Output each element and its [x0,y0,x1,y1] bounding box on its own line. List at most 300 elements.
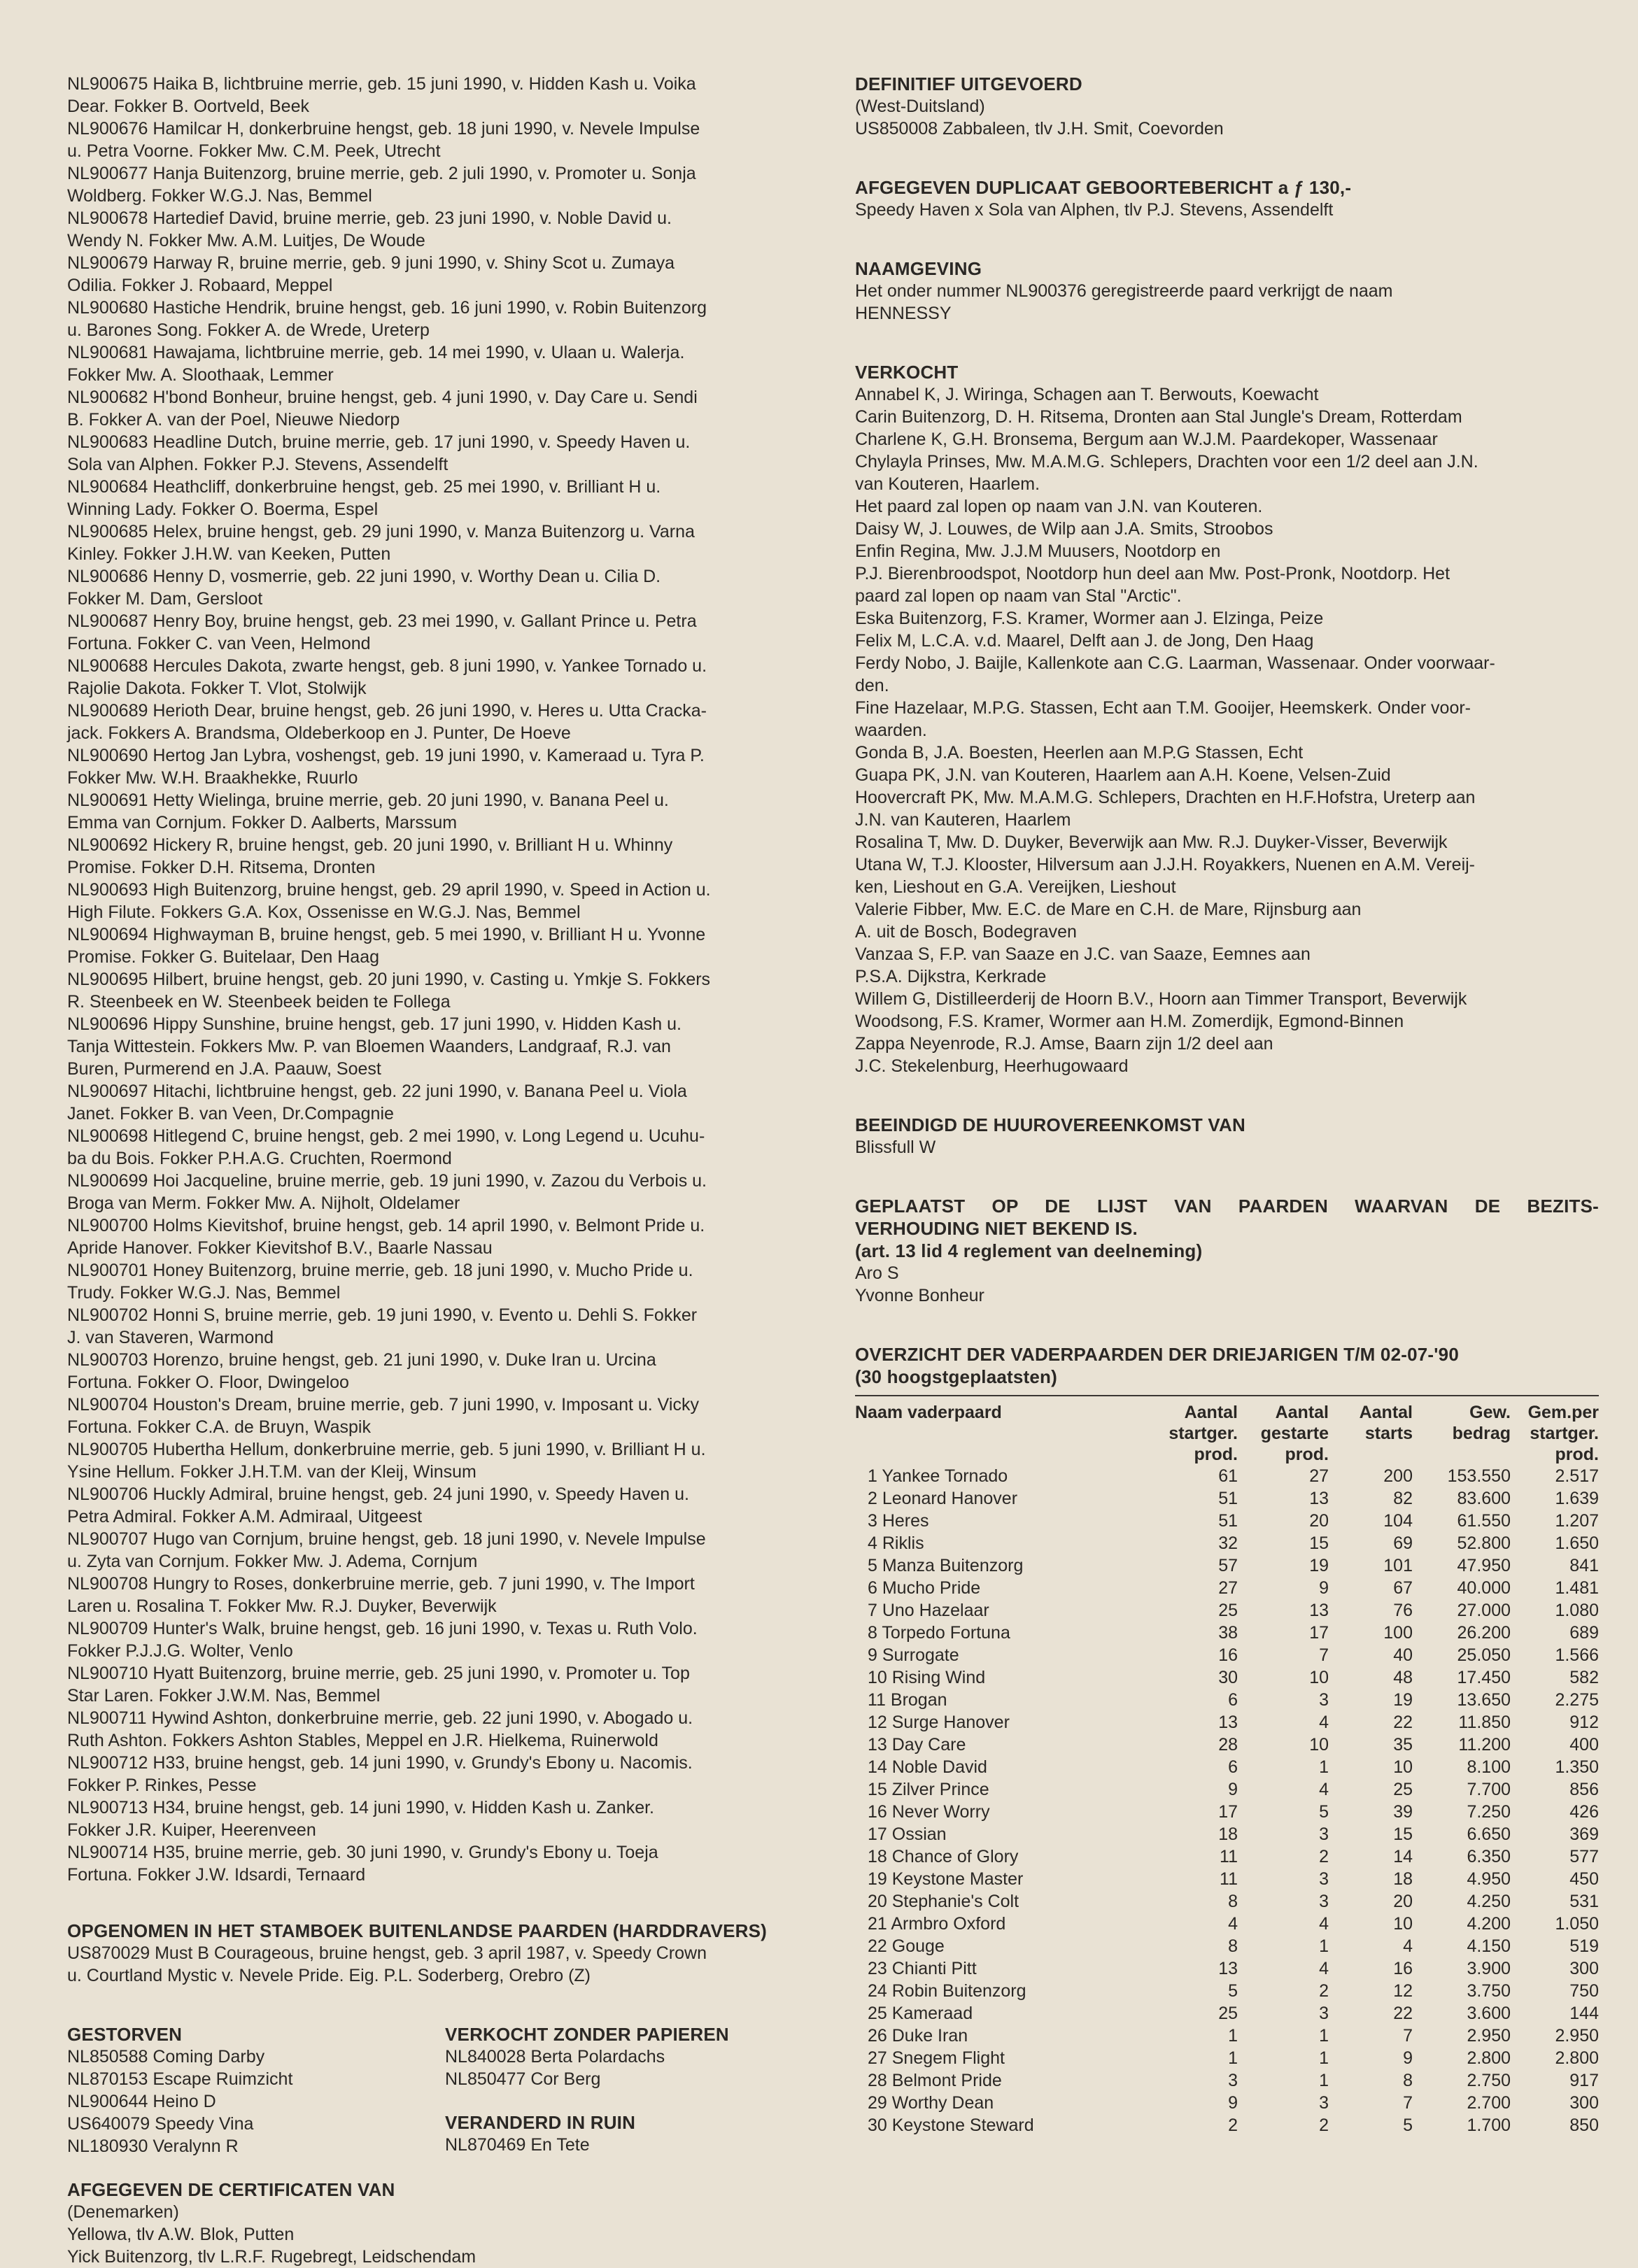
sire-name-cell: 19 Keystone Master [868,1869,1024,1889]
value-cell: 3 [1319,2004,1329,2023]
section-certificaten [67,2178,872,2268]
sire-name-cell: 23 Chianti Pitt [868,1959,977,1978]
value-cell: 32 [1218,1533,1238,1553]
table-row [855,2114,1599,2136]
text-line: Eska Buitenzorg, F.S. Kramer, Wormer aan J. Elzinga, Peize [855,609,1324,628]
value-cell: 2 [1319,1981,1329,2001]
text-line: J.N. van Kauteren, Haarlem [855,810,1071,830]
column-header-line: Aantal [1184,1403,1238,1422]
column-header-line: prod. [1285,1445,1329,1464]
value-cell: 13.650 [1457,1690,1511,1710]
value-cell: 1.080 [1555,1601,1599,1620]
value-cell: 1.566 [1555,1645,1599,1665]
text-line: Felix M, L.C.A. v.d. Maarel, Delft aan J. de Jong, Den Haag [855,631,1314,651]
table-rule [855,1395,1599,1396]
section-naamgeving [855,257,1599,325]
value-cell: 3 [1319,1892,1329,1911]
sire-name-cell: 27 Snegem Flight [868,2048,1005,2068]
text-line: Valerie Fibber, Mw. E.C. de Mare en C.H. de Mare, Rijnsburg aan [855,900,1362,919]
text-line: Willem G, Distilleerderij de Hoorn B.V., Hoorn aan Timmer Transport, Beverwijk [855,989,1467,1009]
section-lines [445,2134,823,2156]
value-cell: 26.200 [1457,1623,1511,1643]
value-cell: 57 [1218,1556,1238,1575]
value-cell: 61 [1218,1466,1238,1486]
column-header-line: starts [1364,1424,1413,1443]
value-cell: 11 [1220,1869,1238,1889]
value-cell: 2.950 [1555,2026,1599,2046]
column-header [1238,1402,1329,1465]
value-cell: 30 [1218,1668,1238,1687]
value-cell: 1.639 [1555,1489,1599,1508]
sire-name-cell: 15 Zilver Prince [868,1780,989,1799]
text-line: NL840028 Berta Polardachs [445,2047,665,2067]
table-row [855,1868,1599,1890]
text-line: Woodsong, F.S. Kramer, Wormer aan H.M. Zomerdijk, Egmond-Binnen [855,1012,1404,1031]
table-row [855,2047,1599,2069]
value-cell: 35 [1393,1735,1413,1755]
sire-name-cell: 25 Kameraad [868,2004,973,2023]
heading-line: VERHOUDING NIET BEKEND IS. [855,1218,1138,1239]
section-heading [855,1195,1599,1262]
sire-name-cell: 9 Surrogate [868,1645,959,1665]
section-heading: NAAMGEVING [855,258,982,279]
text-line: US640079 Speedy Vina [67,2114,254,2134]
table-row [855,1465,1599,1487]
entry-line-continued: Broga van Merm. Fokker Mw. A. Nijholt, Oldelamer [67,1193,460,1213]
entry-line-continued: u. Barones Song. Fokker A. de Wrede, Ureterp [67,320,430,340]
entry-line-first: NL900678 Hartedief David, bruine merrie, geb. 23 juni 1990, v. Noble David u. [67,208,672,228]
text-line: US870029 Must B Courageous, bruine hengst, geb. 3 april 1987, v. Speedy Crown [67,1943,707,1963]
value-cell: 6 [1228,1757,1238,1777]
text-line: Fine Hazelaar, M.P.G. Stassen, Echt aan T.M. Gooijer, Heemskerk. Onder voor- [855,698,1471,718]
value-cell: 3 [1319,1869,1329,1889]
sire-name-cell: 29 Worthy Dean [868,2093,994,2113]
value-cell: 2.800 [1467,2048,1511,2068]
entry-line-continued: Rajolie Dakota. Fokker T. Vlot, Stolwijk [67,679,367,698]
value-cell: 11 [1220,1847,1238,1866]
value-cell: 841 [1569,1556,1599,1575]
value-cell: 16 [1393,1959,1413,1978]
text-line: P.S.A. Dijkstra, Kerkrade [855,967,1047,986]
value-cell: 8 [1228,1892,1238,1911]
value-cell: 582 [1569,1668,1599,1687]
value-cell: 4.200 [1467,1914,1511,1934]
text-line: Utana W, T.J. Klooster, Hilversum aan J.J.H. Royakkers, Nuenen en A.M. Vereij- [855,855,1476,874]
entry-line-continued: Laren u. Rosalina T. Fokker Mw. R.J. Duyker, Beverwijk [67,1596,497,1616]
value-cell: 4 [1228,1914,1238,1934]
section-heading: DEFINITIEF UITGEVOERD [855,73,1082,94]
value-cell: 18 [1218,1824,1238,1844]
entry-line-continued: Promise. Fokker D.H. Ritsema, Dronten [67,858,376,877]
value-cell: 2.800 [1555,2048,1599,2068]
text-line: u. Courtland Mystic v. Nevele Pride. Eig. P.L. Soderberg, Orebro (Z) [67,1966,591,1985]
value-cell: 20 [1309,1511,1329,1531]
value-cell: 3.750 [1467,1981,1511,2001]
sire-name-cell: 24 Robin Buitenzorg [868,1981,1026,2001]
table-row [855,1532,1599,1554]
text-line: NL870153 Escape Ruimzicht [67,2069,293,2089]
entry-line-continued: Odilia. Fokker J. Robaard, Meppel [67,276,333,295]
section-huurovereenkomst [855,1114,1599,1158]
section-heading: AFGEGEVEN DUPLICAAT GEBOORTEBERICHT a ƒ 130,- [855,177,1352,198]
text-line: Blissfull W [855,1137,936,1157]
value-cell: 100 [1383,1623,1413,1643]
entry-line-first: NL900681 Hawajama, lichtbruine merrie, geb. 14 mei 1990, v. Ulaan u. Walerja. [67,343,685,362]
value-cell: 1 [1319,1757,1329,1777]
text-line: Yellowa, tlv A.W. Blok, Putten [67,2225,295,2244]
value-cell: 2 [1319,2115,1329,2135]
value-cell: 3 [1319,1690,1329,1710]
value-cell: 6.650 [1467,1824,1511,1844]
right-subcolumn [445,2023,823,2157]
section-definitief [855,73,1599,140]
entry-line-first: NL900711 Hywind Ashton, donkerbruine merrie, geb. 22 juni 1990, v. Abogado u. [67,1708,693,1728]
left-column [67,73,872,2268]
value-cell: 82 [1393,1489,1413,1508]
value-cell: 48 [1393,1668,1413,1687]
value-cell: 4 [1319,1780,1329,1799]
table-row [855,1957,1599,1980]
text-line: HENNESSY [855,304,952,323]
value-cell: 40.000 [1457,1578,1511,1598]
section-verkocht [855,361,1599,1077]
entry-line-continued: jack. Fokkers A. Brandsma, Oldeberkoop en J. Punter, De Hoeve [67,723,571,743]
value-cell: 27 [1218,1578,1238,1598]
text-line: van Kouteren, Haarlem. [855,474,1040,494]
entry-line-continued: Wendy N. Fokker Mw. A.M. Luitjes, De Woude [67,231,425,250]
entry-line-continued: Fokker J.R. Kuiper, Heerenveen [67,1820,316,1840]
value-cell: 400 [1569,1735,1599,1755]
value-cell: 4 [1403,1936,1413,1956]
sires-table [855,1402,1599,2136]
value-cell: 1.050 [1555,1914,1599,1934]
text-line: NL180930 Veralynn R [67,2136,239,2156]
text-line: Rosalina T, Mw. D. Duyker, Beverwijk aan Mw. R.J. Duyker-Visser, Beverwijk [855,832,1448,852]
section-zonder-papieren [445,2023,823,2090]
table-row [855,1823,1599,1845]
value-cell: 9 [1319,1578,1329,1598]
value-cell: 104 [1383,1511,1413,1531]
column-header [1413,1402,1511,1465]
value-cell: 4 [1319,1959,1329,1978]
table-row [855,1935,1599,1957]
section-lines [67,2201,872,2268]
entry-line-first: NL900705 Hubertha Hellum, donkerbruine merrie, geb. 5 juni 1990, v. Brilliant H u. [67,1440,706,1459]
sire-name-cell: 30 Keystone Steward [868,2115,1034,2135]
value-cell: 51 [1218,1511,1238,1531]
value-cell: 27 [1309,1466,1329,1486]
column-header-line: Gem.per [1527,1403,1599,1422]
value-cell: 7.250 [1467,1802,1511,1822]
section-lines [855,1136,1599,1158]
entry-line-continued: R. Steenbeek en W. Steenbeek beiden te Follega [67,992,451,1012]
entry-line-first: NL900695 Hilbert, bruine hengst, geb. 20 juni 1990, v. Casting u. Ymkje S. Fokkers [67,970,711,989]
entry-line-first: NL900693 High Buitenzorg, bruine hengst, geb. 29 april 1990, v. Speed in Action u. [67,880,711,900]
sire-name-cell: 5 Manza Buitenzorg [868,1556,1024,1575]
sire-name-cell: 17 Ossian [868,1824,947,1844]
value-cell: 1 [1228,2026,1238,2046]
text-line: NL900644 Heino D [67,2092,216,2111]
value-cell: 2.950 [1467,2026,1511,2046]
value-cell: 83.600 [1457,1489,1511,1508]
value-cell: 1 [1319,1936,1329,1956]
entry-line-continued: Trudy. Fokker W.G.J. Nas, Bemmel [67,1283,341,1303]
value-cell: 10 [1393,1914,1413,1934]
table-row [855,1913,1599,1935]
section-lines [855,95,1599,140]
text-line: NL850477 Cor Berg [445,2069,601,2089]
entry-line-first: NL900691 Hetty Wielinga, bruine merrie, geb. 20 juni 1990, v. Banana Peel u. [67,791,669,810]
entry-line-first: NL900710 Hyatt Buitenzorg, bruine merrie, geb. 25 juni 1990, v. Promoter u. Top [67,1664,690,1683]
value-cell: 577 [1569,1847,1599,1866]
section-heading: VERKOCHT [855,362,959,383]
text-line: Aro S [855,1263,899,1283]
value-cell: 13 [1309,1489,1329,1508]
text-line: den. [855,676,889,695]
entry-line-continued: Apride Hanover. Fokker Kievitshof B.V., Baarle Nassau [67,1238,493,1258]
text-line: US850008 Zabbaleen, tlv J.H. Smit, Coevorden [855,119,1224,139]
entry-line-continued: Ruth Ashton. Fokkers Ashton Stables, Meppel en J.R. Hielkema, Ruinerwold [67,1731,658,1750]
table-row [855,2092,1599,2114]
value-cell: 2.517 [1555,1466,1599,1486]
value-cell: 10 [1393,1757,1413,1777]
entry-line-first: NL900687 Henry Boy, bruine hengst, geb. 23 mei 1990, v. Gallant Prince u. Petra [67,611,697,631]
value-cell: 2 [1228,2115,1238,2135]
entry-line-first: NL900712 H33, bruine hengst, geb. 14 juni 1990, v. Grundy's Ebony u. Nacomis. [67,1753,693,1773]
table-header-row [855,1402,1599,1465]
value-cell: 9 [1228,2093,1238,2113]
entry-line-continued: Fokker Mw. A. Sloothaak, Lemmer [67,365,334,385]
text-line: waarden. [855,721,927,740]
value-cell: 15 [1393,1824,1413,1844]
entry-line-continued: Dear. Fokker B. Oortveld, Beek [67,97,309,116]
entry-line-first: NL900690 Hertog Jan Lybra, voshengst, geb. 19 juni 1990, v. Kameraad u. Tyra P. [67,746,705,765]
entry-line-first: NL900686 Henny D, vosmerrie, geb. 22 juni 1990, v. Worthy Dean u. Cilia D. [67,567,661,586]
section-lines [445,2046,823,2090]
value-cell: 3 [1319,1824,1329,1844]
value-cell: 1 [1319,2026,1329,2046]
section-heading: VERANDERD IN RUIN [445,2112,636,2133]
entry-line-continued: u. Zyta van Cornjum. Fokker Mw. J. Adema, Cornjum [67,1552,478,1571]
value-cell: 15 [1309,1533,1329,1553]
value-cell: 1.650 [1555,1533,1599,1553]
sire-name-cell: 14 Noble David [868,1757,987,1777]
value-cell: 9 [1228,1780,1238,1799]
entry-line-first: NL900714 H35, bruine merrie, geb. 30 juni 1990, v. Grundy's Ebony u. Toeja [67,1843,658,1862]
value-cell: 20 [1393,1892,1413,1911]
value-cell: 4.250 [1467,1892,1511,1911]
value-cell: 17 [1218,1802,1238,1822]
entry-line-continued: Sola van Alphen. Fokker P.J. Stevens, Assendelft [67,455,449,474]
column-header [855,1402,1149,1465]
text-line: Hoovercraft PK, Mw. M.A.M.G. Schlepers, Drachten en H.F.Hofstra, Ureterp aan [855,788,1476,807]
value-cell: 38 [1218,1623,1238,1643]
sire-name-cell: 22 Gouge [868,1936,945,1956]
section-stamboek [67,1920,872,1987]
text-line: Carin Buitenzorg, D. H. Ritsema, Dronten aan Stal Jungle's Dream, Rotterdam [855,407,1462,427]
table-row [855,1510,1599,1532]
column-header-line: Aantal [1359,1403,1413,1422]
column-header-line: Naam vaderpaard [855,1403,1002,1422]
entry-line-continued: Tanja Wittestein. Fokkers Mw. P. van Bloemen Waanders, Landgraaf, R.J. van [67,1037,671,1056]
entry-line-continued: Fokker M. Dam, Gersloot [67,589,263,609]
entry-line-continued: Fokker Mw. W.H. Braakhekke, Ruurlo [67,768,358,788]
entry-line-continued: Fokker P. Rinkes, Pesse [67,1776,257,1795]
text-line: Annabel K, J. Wiringa, Schagen aan T. Berwouts, Koewacht [855,385,1319,404]
value-cell: 3.600 [1467,2004,1511,2023]
table-row [855,1554,1599,1577]
table-row [855,1711,1599,1734]
section-heading: BEEINDIGD DE HUUROVEREENKOMST VAN [855,1114,1245,1135]
table-row [855,1756,1599,1778]
value-cell: 25 [1218,2004,1238,2023]
text-line: Ferdy Nobo, J. Baijle, Kallenkote aan C.G. Laarman, Wassenaar. Onder voorwaar- [855,653,1495,673]
value-cell: 10 [1309,1668,1329,1687]
value-cell: 13 [1309,1601,1329,1620]
entry-line-continued: Star Laren. Fokker J.W.M. Nas, Bemmel [67,1686,381,1706]
table-row [855,2002,1599,2025]
sire-name-cell: 13 Day Care [868,1735,966,1755]
entry-line-first: NL900702 Honni S, bruine merrie, geb. 19 juni 1990, v. Evento u. Dehli S. Fokker [67,1305,698,1325]
column-header [1511,1402,1599,1465]
entry-line-first: NL900692 Hickery R, bruine hengst, geb. 20 juni 1990, v. Brilliant H u. Whinny [67,835,673,855]
section-lines [67,1942,872,1987]
sire-name-cell: 18 Chance of Glory [868,1847,1019,1866]
value-cell: 14 [1393,1847,1413,1866]
text-line: Speedy Haven x Sola van Alphen, tlv P.J. Stevens, Assendelft [855,200,1334,220]
sire-name-cell: 2 Leonard Hanover [868,1489,1018,1508]
entry-line-first: NL900683 Headline Dutch, bruine merrie, geb. 17 juni 1990, v. Speedy Haven u. [67,432,691,452]
value-cell: 47.950 [1457,1556,1511,1575]
value-cell: 300 [1569,2093,1599,2113]
value-cell: 153.550 [1447,1466,1511,1486]
text-line: A. uit de Bosch, Bodegraven [855,922,1077,942]
table-row [855,1689,1599,1711]
value-cell: 28 [1218,1735,1238,1755]
value-cell: 2.275 [1555,1690,1599,1710]
entry-line-first: NL900713 H34, bruine hengst, geb. 14 juni 1990, v. Hidden Kash u. Zanker. [67,1798,655,1817]
value-cell: 101 [1383,1556,1413,1575]
text-line: P.J. Bierenbroodspot, Nootdorp hun deel aan Mw. Post-Pronk, Nootdorp. Het [855,564,1450,583]
value-cell: 51 [1218,1489,1238,1508]
column-header-line: Gew. [1469,1403,1511,1422]
section-geplaatst [855,1195,1599,1307]
column-header-line: Aantal [1275,1403,1329,1422]
entry-line-first: NL900675 Haika B, lichtbruine merrie, geb. 15 juni 1990, v. Hidden Kash u. Voika [67,74,696,94]
value-cell: 12 [1393,1981,1413,2001]
section-heading: AFGEGEVEN DE CERTIFICATEN VAN [67,2179,395,2200]
table-row [855,1890,1599,1913]
entry-line-first: NL900697 Hitachi, lichtbruine hengst, geb. 22 juni 1990, v. Banana Peel u. Viola [67,1082,687,1101]
value-cell: 856 [1569,1780,1599,1799]
table-row [855,1577,1599,1599]
entry-line-first: NL900689 Herioth Dear, bruine hengst, geb. 26 juni 1990, v. Heres u. Utta Cracka- [67,701,707,721]
value-cell: 450 [1569,1869,1599,1889]
entry-line-first: NL900704 Houston's Dream, bruine merrie, geb. 7 juni 1990, v. Imposant u. Vicky [67,1395,699,1415]
entry-line-continued: Fortuna. Fokker J.W. Idsardi, Ternaard [67,1865,366,1885]
entry-line-first: NL900700 Holms Kievitshof, bruine hengst, geb. 14 april 1990, v. Belmont Pride u. [67,1216,705,1235]
sire-name-cell: 7 Uno Hazelaar [868,1601,989,1620]
table-row [855,1801,1599,1823]
entry-line-first: NL900684 Heathcliff, donkerbruine hengst, geb. 25 mei 1990, v. Brilliant H u. [67,477,661,497]
value-cell: 13 [1218,1959,1238,1978]
entry-line-first: NL900682 H'bond Bonheur, bruine hengst, geb. 4 juni 1990, v. Day Care u. Sendi [67,388,698,407]
value-cell: 4 [1319,1713,1329,1732]
value-cell: 3 [1319,2093,1329,2113]
value-cell: 5 [1228,1981,1238,2001]
text-line: Yvonne Bonheur [855,1286,984,1305]
value-cell: 22 [1393,2004,1413,2023]
entry-line-first: NL900706 Huckly Admiral, bruine hengst, geb. 24 juni 1990, v. Speedy Haven u. [67,1484,689,1504]
entry-line-continued: Ysine Hellum. Fokker J.H.T.M. van der Kleij, Winsum [67,1462,476,1482]
table-subtitle: (30 hoogstgeplaatsten) [855,1366,1057,1387]
section-lines [855,383,1599,1077]
value-cell: 61.550 [1457,1511,1511,1531]
two-column-block [67,2023,872,2157]
value-cell: 19 [1393,1690,1413,1710]
section-lines [855,199,1599,221]
value-cell: 1 [1228,2048,1238,2068]
entry-line-first: NL900698 Hitlegend C, bruine hengst, geb. 2 mei 1990, v. Long Legend u. Ucuhu- [67,1126,705,1146]
entry-line-first: NL900696 Hippy Sunshine, bruine hengst, geb. 17 juni 1990, v. Hidden Kash u. [67,1014,682,1034]
value-cell: 850 [1569,2115,1599,2135]
sire-name-cell: 26 Duke Iran [868,2026,968,2046]
value-cell: 13 [1218,1713,1238,1732]
text-line: Gonda B, J.A. Boesten, Heerlen aan M.P.G Stassen, Echt [855,743,1304,763]
column-header-line: startger. [1169,1424,1238,1443]
value-cell: 1.481 [1555,1578,1599,1598]
column-header-line: prod. [1194,1445,1238,1464]
column-header-line: prod. [1555,1445,1599,1464]
entry-line-first: NL900701 Honey Buitenzorg, bruine merrie, geb. 18 juni 1990, v. Mucho Pride u. [67,1261,693,1280]
entry-line-first: NL900708 Hungry to Roses, donkerbruine merrie, geb. 7 juni 1990, v. The Import [67,1574,695,1594]
value-cell: 7.700 [1467,1780,1511,1799]
value-cell: 22 [1393,1713,1413,1732]
value-cell: 40 [1393,1645,1413,1665]
value-cell: 16 [1218,1645,1238,1665]
value-cell: 25 [1218,1601,1238,1620]
value-cell: 531 [1569,1892,1599,1911]
entry-line-first: NL900703 Horenzo, bruine hengst, geb. 21 juni 1990, v. Duke Iran u. Urcina [67,1350,656,1370]
entry-line-first: NL900677 Hanja Buitenzorg, bruine merrie, geb. 2 juli 1990, v. Promoter u. Sonja [67,164,696,183]
value-cell: 2 [1319,1847,1329,1866]
value-cell: 200 [1383,1466,1413,1486]
entry-line-continued: Kinley. Fokker J.H.W. van Keeken, Putten [67,544,391,564]
table-row [855,1487,1599,1510]
text-line: Chylayla Prinses, Mw. M.A.M.G. Schlepers, Drachten voor een 1/2 deel aan J.N. [855,452,1478,472]
value-cell: 1 [1319,2071,1329,2090]
sire-name-cell: 21 Armbro Oxford [868,1914,1006,1934]
section-heading: GESTORVEN [67,2024,183,2045]
table-row [855,1980,1599,2002]
entry-line-first: NL900676 Hamilcar H, donkerbruine hengst, geb. 18 juni 1990, v. Nevele Impulse [67,119,700,139]
value-cell: 5 [1403,2115,1413,2135]
value-cell: 7 [1403,2026,1413,2046]
value-cell: 7 [1403,2093,1413,2113]
entry-line-continued: u. Petra Voorne. Fokker Mw. C.M. Peek, Utrecht [67,141,441,161]
entry-line-continued: J. van Staveren, Warmond [67,1328,274,1347]
entry-line-continued: Woldberg. Fokker W.G.J. Nas, Bemmel [67,186,372,206]
sire-name-cell: 20 Stephanie's Colt [868,1892,1019,1911]
section-ruin [445,2111,823,2156]
entry-line-continued: ba du Bois. Fokker P.H.A.G. Cruchten, Roermond [67,1149,452,1168]
value-cell: 4 [1319,1914,1329,1934]
sire-name-cell: 4 Riklis [868,1533,924,1553]
table-row [855,1644,1599,1666]
value-cell: 7 [1319,1645,1329,1665]
registration-entries [67,73,872,1886]
text-line: Yick Buitenzorg, tlv L.R.F. Rugebregt, Leidschendam [67,2247,476,2267]
